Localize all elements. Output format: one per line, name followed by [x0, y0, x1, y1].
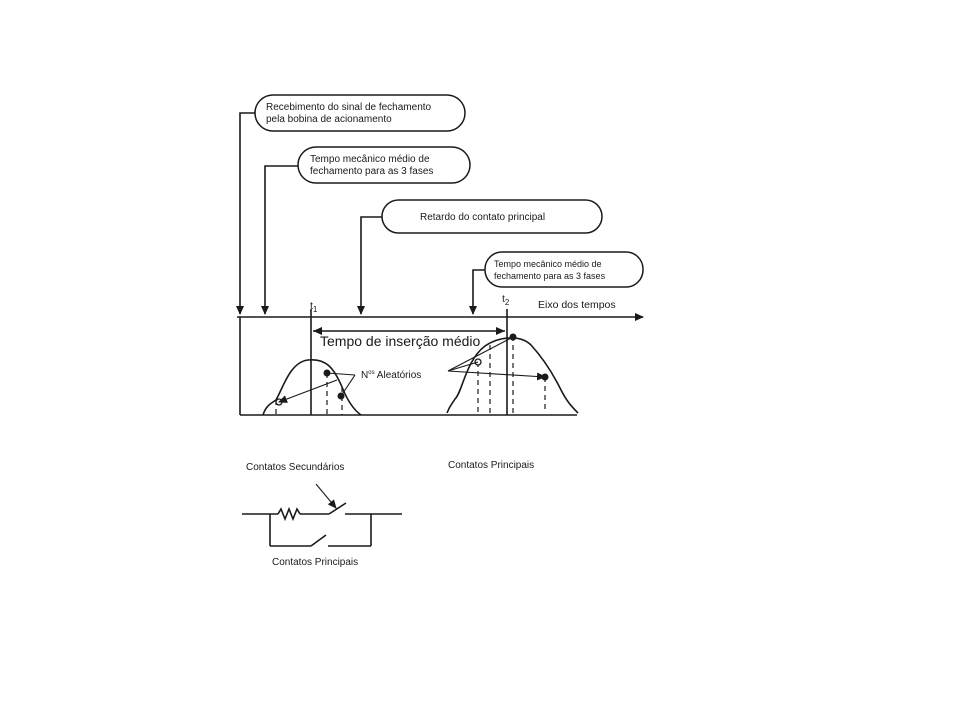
callout-line: pela bobina de acionamento [266, 114, 392, 125]
pointer-line [327, 373, 355, 375]
random-numbers-label: $N^{os}$ Aleatórios [361, 370, 422, 381]
callout-line: Recebimento do sinal de fechamento [266, 102, 432, 113]
callout-line: Tempo mecânico médio de [494, 259, 602, 269]
pointer-line [341, 375, 355, 396]
callout-bubble [255, 95, 465, 131]
secondary-pointer-arrow [316, 484, 336, 508]
pointer-arrow [279, 380, 337, 402]
main-contacts-caption: Contatos Principais [448, 460, 535, 471]
t1-label: $t_1$ [310, 300, 318, 314]
insertion-time-label: Tempo de inserção médio [320, 333, 481, 349]
t2-label: $t_2$ [502, 293, 510, 307]
secondary-distribution-curve [263, 360, 361, 415]
arrowhead-right [496, 327, 505, 335]
time-axis [237, 293, 643, 415]
callout-leader-arrow [265, 166, 298, 314]
principal-contacts-label: Contatos Principais [272, 557, 359, 568]
callout-line: fechamento para as 3 fases [494, 271, 606, 281]
secondary-contacts-label: Contatos Secundários [246, 462, 345, 473]
principal-switch [311, 535, 326, 546]
callout-line: Tempo mecânico médio de [310, 154, 430, 165]
callout-leader-arrow [361, 217, 382, 314]
pointer-arrow [448, 371, 545, 377]
callout-line: fechamento para as 3 fases [310, 166, 434, 177]
callout-line: Retardo do contato principal [420, 212, 546, 223]
secondary-switch [329, 503, 346, 514]
callout-bubble [298, 147, 470, 183]
insertion-time-span [313, 327, 505, 349]
callout-bubble [485, 252, 643, 287]
time-axis-label: Eixo dos tempos [538, 299, 616, 311]
callout-leader-arrow [240, 113, 255, 314]
callout-leader-arrow [473, 270, 485, 314]
resistor-symbol [278, 509, 300, 519]
contacts-circuit [242, 462, 402, 568]
